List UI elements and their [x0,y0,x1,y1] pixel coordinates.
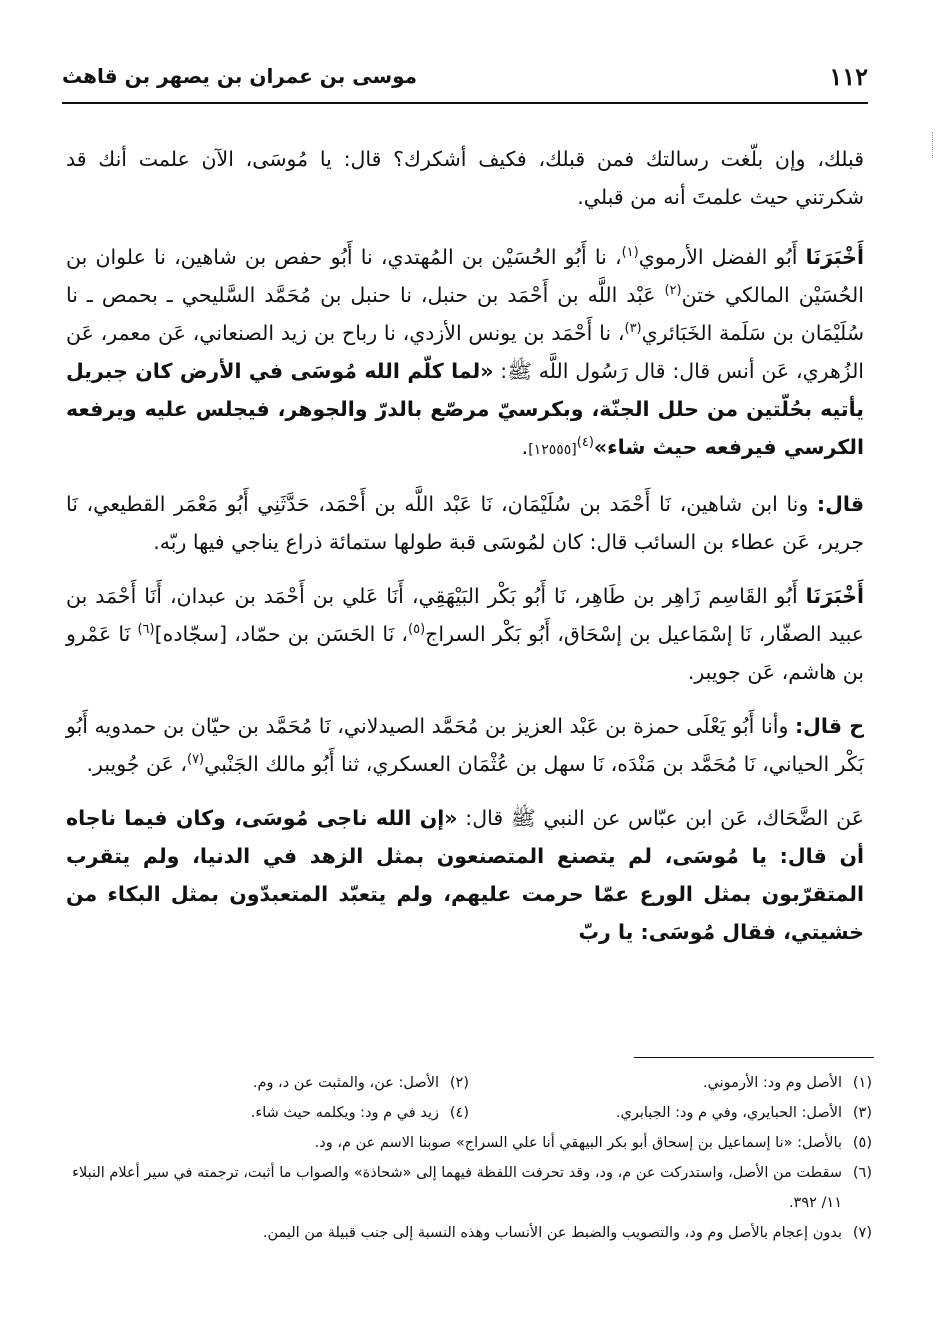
footnote-number: (٥) [852,1135,872,1151]
paragraph-lead: قال: [816,492,864,516]
footnote-marker: (٥) [408,622,426,638]
paragraph-6 [66,799,864,951]
footnote-number: (٧) [852,1225,872,1241]
footnote-number: (٤) [449,1105,469,1121]
footnote-number: (٣) [852,1105,872,1121]
footnote-row [66,1218,872,1248]
paragraph-text: عَبْد اللَّه بن أَحْمَد بن حنبل، نا حنبل بن مُحَمَّد السَّليحي ـ بحمص ـ نا سُلَيْمَان بن سَلَمة الخَبَائري [66,283,864,345]
footnote-divider [634,1057,874,1058]
footnote-marker: (١) [621,245,639,261]
paragraph-text: قبلك، وإن بلّغت رسالتك فمن قبلك، فكيف أشكرك؟ قال: يا مُوسَى، الآن علمت أنك قد شكرتني حيث علمتَ أنه من قبلي. [66,147,864,209]
main-text [66,140,864,967]
chapter-title: موسى بن عمران بن يصهر بن قاهث [62,64,418,88]
footnote-number: (١) [852,1075,872,1091]
footnote-text: زيد في م ود: ويكلمه حيث شاء. [250,1105,439,1121]
footnote-text: الأصل وم ود: الأرموني. [702,1075,842,1091]
paragraph-end: . [521,435,529,459]
paragraph-lead: ح قال: [794,714,864,738]
footnote-number: (٦) [852,1165,872,1181]
paragraph-text: عَن الضَّحَاك، عَن ابن عبّاس عن النبي ﷺ قال: [457,806,864,830]
paragraph-text: نَا عَمْرو بن هاشم، عَن جويبر. [66,622,864,684]
footnote-text: سقطت من الأصل، واستدركت عن م، ود، وقد تحرفت اللفظة فيهما إلى «شحاذة» والصواب ما أثبت، ترجمته في سير أعلام النبلاء ١١/ ٣٩٢. [72,1165,842,1211]
running-header [62,58,868,98]
paragraph-4 [66,577,864,691]
hadith-reference-number: [١٢٥٥٥] [528,442,577,458]
paragraph-lead: أَخْبَرَنَا [805,245,864,269]
footnote-marker: (٢) [664,283,682,299]
page-number: ١١٢ [829,62,868,91]
footnote-6 [66,1158,872,1218]
paragraph-5 [66,707,864,783]
footnote-4 [66,1098,469,1128]
hadith-text: «إن الله ناجى مُوسَى، وكان فيما ناجاه أن قال: يا مُوسَى، لم يتصنع المتصنعون بمثل الزهد في الدنيا، ولم يتقرب المتقرّبون بمثل الورع عمّا حرمت عليهم، ولم يتعبّد المتعبدّون بمثل البكاء من خشيتي، فقال مُوسَى: يا ربّ [66,806,864,944]
paragraph-1 [66,140,864,216]
footnote-2 [66,1068,469,1098]
footnote-row [66,1098,872,1128]
header-divider [62,102,868,104]
paragraph-text: ونا ابن شاهين، نَا أَحْمَد بن سُلَيْمَان، نَا عَبْد اللَّه بن أَحْمَد، حَدَّثَنِي أَبُو مَعْمَر القطيعي، نَا جرير، عَن عطاء بن السائب قال: كان لمُوسَى قبة طولها ستمائة ذراع يناجي فيها ربّه. [66,492,864,554]
paragraph-text: ، عَن جُويبر. [86,752,187,776]
footnote-text: الأصل: الحبايري، وفي م ود: الجبابري. [615,1105,842,1121]
footnote-row [66,1128,872,1158]
paragraph-text: أَبُو القَاسِم زَاهِر بن طَاهِر، نَا أَبُو بَكْر البَيْهَقِي، أَنَا عَلي بن أَحْمَد بن عبدان، أَنَا أَحْمَد بن عبيد الصفّار، نَا إسْمَاعيل بن إسْحَاق، أَبُو بَكْر السراج [66,584,864,646]
footnote-number: (٢) [449,1075,469,1091]
footnote-1 [469,1068,872,1098]
footnote-row [66,1158,872,1218]
footnote-text: بالأصل: «نا إسماعيل بن إسحاق أبو بكر البيهقي أنا علي السراج» صوبنا الاسم عن م، ود. [314,1135,842,1151]
paragraph-lead: أَخْبَرَنَا [805,584,864,608]
paragraph-text: ، نَا الحَسَن بن حمّاد، [سجّاده] [154,622,409,646]
footnote-marker: (٣) [624,321,642,337]
paragraph-text: أَبُو الفضل الأرموي [638,245,806,269]
footnote-marker: (٧) [186,752,205,768]
footnote-text: بدون إعجام بالأصل وم ود، والتصويب والضبط عن الأنساب وهذه النسبة إلى جنب قبيلة من اليمن. [262,1225,842,1241]
footnote-3 [469,1098,872,1128]
footnote-7 [66,1218,872,1248]
paragraph-3 [66,485,864,561]
paragraph-text: وأنا أَبُو يَعْلَى حمزة بن عَبْد العزيز بن مُحَمَّد الصيدلاني، نَا مُحَمَّد بن حيّان بن حمدويه أَبُو بَكْر الحياني، نَا مُحَمَّد بن مَنْدَه، نَا سهل بن عُثْمَان العسكري، ثنا أَبُو مالك الجَنْبي [66,714,864,776]
footnotes [66,1068,872,1248]
footnote-marker: (٤) [576,435,594,451]
paragraph-text: ، نا أَبُو الحُسَيْن بن المُهتدي، نا أَبُو حفص بن شاهين، نا علوان بن الحُسَيْن المالكي ختن [66,245,864,307]
page-edge-mark [932,132,936,158]
footnote-text: الأصل: عن، والمثبت عن د، وم. [252,1075,439,1091]
footnote-marker: (٦) [137,622,155,638]
footnote-5 [66,1128,872,1158]
hadith-text: «لما كلّم الله مُوسَى في الأرض كان جبريل يأتيه بحُلّتين من حلل الجنّة، وبكرسيّ مرصّع بالدرّ والجوهر، فيجلس عليه ويرفعه الكرسي فيرفعه حيث شاء» [66,359,864,459]
paragraph-text: ، نا أَحْمَد بن يونس الأزدي، نا رباح بن زيد الصنعاني، عَن معمر، عَن الزُهري، عَن أنس قال: قال رَسُول اللَّه ﷺ: [66,321,865,383]
paragraph-2 [66,238,864,469]
footnote-row [66,1068,872,1098]
